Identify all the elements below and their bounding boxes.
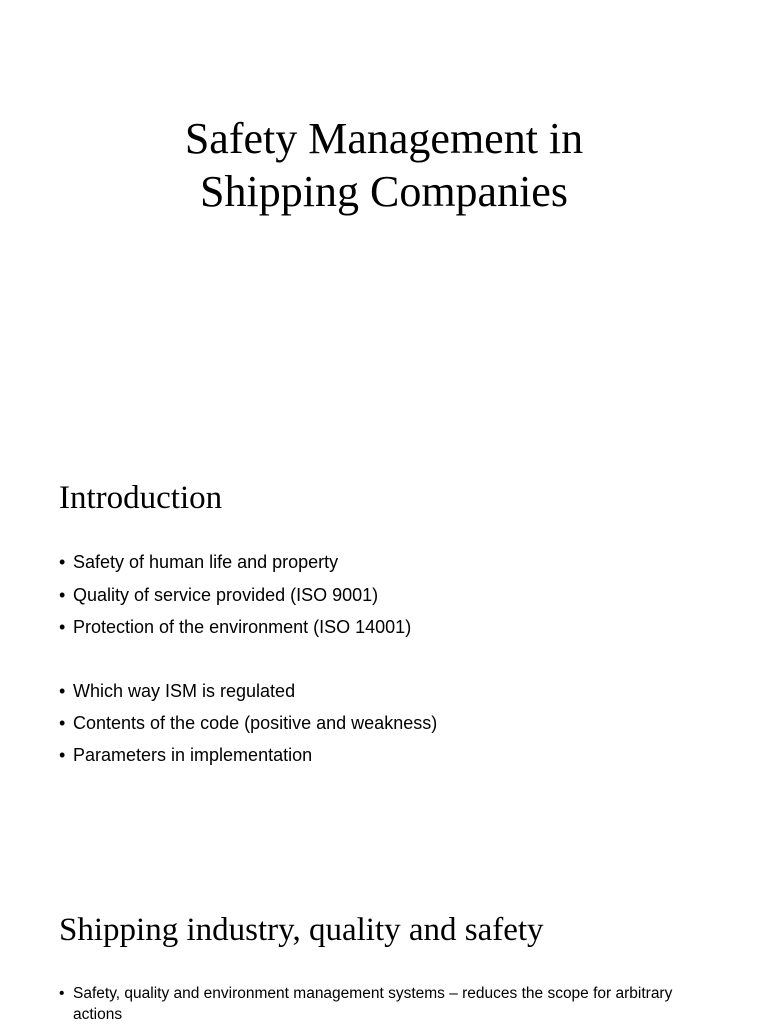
shipping-bullet-list [59, 983, 719, 1024]
list-item: • Safety of human life and property [59, 549, 411, 582]
title-line-1: Safety Management in [184, 114, 584, 163]
slide-shipping-industry [0, 864, 768, 1024]
bullet-icon: • [59, 745, 66, 765]
bullet-icon: • [59, 552, 66, 572]
title-line-2: Shipping Companies [200, 167, 568, 216]
bullet-icon: • [59, 584, 66, 605]
bullet-icon: • [59, 681, 66, 701]
list-item: • Quality of service provided (ISO 9001) [59, 582, 411, 615]
slide-title [0, 0, 768, 432]
bullet-icon: • [59, 713, 66, 733]
list-item: • Contents of the code (positive and weakness) [59, 710, 437, 742]
list-item: • Which way ISM is regulated [59, 678, 437, 710]
shipping-heading: Shipping industry, quality and safety [59, 912, 544, 948]
presentation-title [0, 112, 768, 218]
list-item: • Safety, quality and environment management systems – reduces the scope for arbitrary actions [59, 985, 673, 1023]
introduction-heading: Introduction [59, 480, 223, 516]
intro-bullet-list-1 [59, 549, 411, 647]
bullet-icon: • [59, 985, 65, 1002]
intro-bullet-list-2 [59, 678, 437, 774]
list-item: • Protection of the environment (ISO 14001) [59, 614, 411, 647]
slide-introduction [0, 432, 768, 864]
list-item: • Parameters in implementation [59, 742, 437, 774]
bullet-icon: • [59, 617, 66, 637]
